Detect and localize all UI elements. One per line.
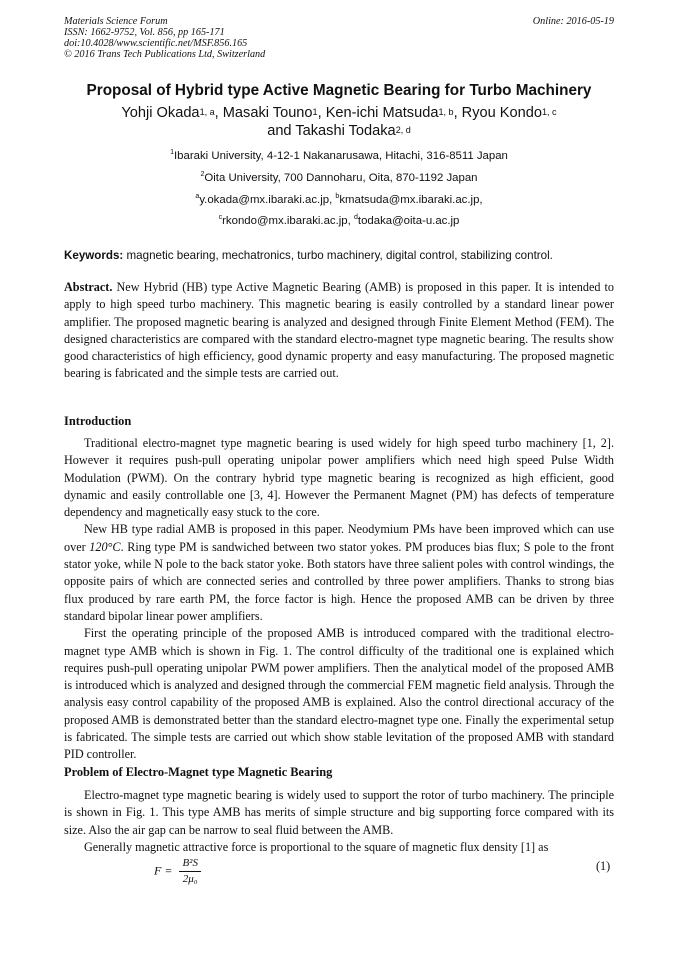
abstract-label: Abstract. bbox=[64, 280, 113, 294]
paragraph: New HB type radial AMB is proposed in this paper. Neodymium PMs have been improved which can use over 120°C. Ring type PM is sandwiched between two stator yokes. PM produces bias flux; S pole to the front stator yoke, while N pole to the back stator yoke. Both stators have three salient poles with control windings, the opposite pairs of which are connected series and controlled by three power amplifiers. Thanks to strong bias flux produced by rare earth PM, the force factor is high. Hence the proposed AMB can be driven by three standard bipolar linear power amplifiers. bbox=[64, 522, 614, 623]
email-link[interactable]: todaka@oita-u.ac.jp bbox=[357, 215, 460, 227]
introduction-body bbox=[64, 435, 614, 764]
email-link[interactable]: kmatsuda@mx.ibaraki.ac.jp, bbox=[339, 194, 483, 206]
equation-fraction bbox=[179, 856, 201, 887]
author-name: Ryou Kondo bbox=[461, 105, 542, 121]
equation-denominator: 2μ₀ bbox=[182, 873, 198, 885]
section-heading-introduction: Introduction bbox=[64, 414, 132, 428]
section-heading-problem: Problem of Electro-Magnet type Magnetic Bearing bbox=[64, 765, 333, 779]
author-name: Masaki Touno bbox=[222, 105, 313, 121]
affiliation-1: $^1$Ibaraki University, 4-12-1 Nakanarusawa, Hitachi, 316-8511 Japan bbox=[170, 149, 508, 162]
temperature-value: 120°C bbox=[89, 539, 121, 554]
copyright: © 2016 Trans Tech Publications Ltd, Switzerland bbox=[64, 49, 266, 60]
abstract-text: New Hybrid (HB) type Active Magnetic Bearing (AMB) is proposed in this paper. It is intended to apply to high speed turbo machinery. This magnetic bearing is easily controlled by a standard linear power amplifier. The proposed magnetic bearing is analyzed and designed through Finite Element Method (FEM). The designed characteristics are compared with the standard electro-magnet type magnetic bearing. The results show good characteristics of high efficiency, good dynamic property and easy manufacturing. The proposed magnetic bearing is fabricated and the simple tests are carried out. bbox=[64, 280, 615, 381]
author-name: Yohji Okada bbox=[121, 105, 200, 121]
keywords bbox=[64, 249, 624, 262]
keywords-text: magnetic bearing, mechatronics, turbo machinery, digital control, stabilizing control. bbox=[126, 249, 553, 262]
equation-number: (1) bbox=[596, 859, 611, 873]
paragraph: First the operating principle of the proposed AMB is introduced compared with the traditional electro-magnet type AMB which is shown in Fig. 1. The control difficulty of the traditional one is explained which requires push-pull operating unipolar PWM power amplifiers. Then the analytical model of the proposed AMB is introduced which is analyzed and designed through the commercial FEM magnetic field analysis. Through the analysis easy control capability of the proposed AMB is explained. Also the control directional accuracy of the proposed AMB is demonstrated better than the standard electro-magnet type one. Finally the experimental setup is fabricated. The simple tests are carried out which show stable levitation of the proposed AMB with standard PID controller. bbox=[64, 626, 614, 762]
doi: doi:10.4028/www.scientific.net/MSF.856.165 bbox=[64, 38, 248, 49]
author-name: and Takashi Todaka bbox=[267, 123, 396, 139]
equation-1 bbox=[154, 856, 201, 887]
email-link[interactable]: y.okada@mx.ibaraki.ac.jp, bbox=[199, 194, 333, 206]
email-line-2: $^c$rkondo@mx.ibaraki.ac.jp, $^d$todaka@oita-u.ac.jp bbox=[218, 214, 460, 227]
keywords-label: Keywords: bbox=[64, 249, 124, 262]
author-list: Yohji Okada$^{1, a}$, Masaki Touno$^1$, Ken-ichi Matsuda$^{1, b}$, Ryou Kondo$^{1, c}$ and Takashi Todaka$^{2, d}$ bbox=[121, 105, 557, 139]
author-name: Ken-ichi Matsuda bbox=[325, 105, 439, 121]
email-link[interactable]: rkondo@mx.ibaraki.ac.jp, bbox=[222, 215, 351, 227]
email-line-1: $^a$y.okada@mx.ibaraki.ac.jp, $^b$kmatsuda@mx.ibaraki.ac.jp, bbox=[195, 193, 483, 206]
equation-lhs: F = bbox=[154, 863, 173, 878]
issn: ISSN: 1662-9752, Vol. 856, pp 165-171 bbox=[64, 27, 225, 38]
abstract bbox=[64, 279, 614, 383]
online-date: Online: 2016-05-19 bbox=[532, 16, 614, 27]
paragraph: Electro-magnet type magnetic bearing is widely used to support the rotor of turbo machinery. The principle is shown in Fig. 1. This type AMB has merits of simple structure and big supporting force compared with its size. Also the air gap can be narrow to seal fluid between the AMB. bbox=[64, 788, 614, 837]
problem-body bbox=[64, 787, 614, 856]
journal-header bbox=[64, 16, 265, 60]
paragraph: Generally magnetic attractive force is proportional to the square of magnetic flux density [1] as bbox=[84, 839, 549, 854]
journal-name: Materials Science Forum bbox=[64, 16, 168, 27]
affiliation-2: $^2$Oita University, 700 Dannoharu, Oita, 870-1192 Japan bbox=[200, 171, 478, 184]
equation-numerator: B²S bbox=[179, 856, 201, 872]
paragraph: Traditional electro-magnet type magnetic bearing is used widely for high speed turbo machinery [1, 2]. However it requires push-pull operating unipolar power amplifiers which need high speed Pulse Width Modulation (PWM). On the contrary hybrid type magnetic bearing is recognized as high efficient, good dynamic and easily controllable one [3, 4]. However the Permanent Magnet (PM) has defects of temperature dependency and magnetically easy stuck to the core. bbox=[64, 436, 614, 520]
paper-title: Proposal of Hybrid type Active Magnetic Bearing for Turbo Machinery bbox=[86, 82, 592, 99]
